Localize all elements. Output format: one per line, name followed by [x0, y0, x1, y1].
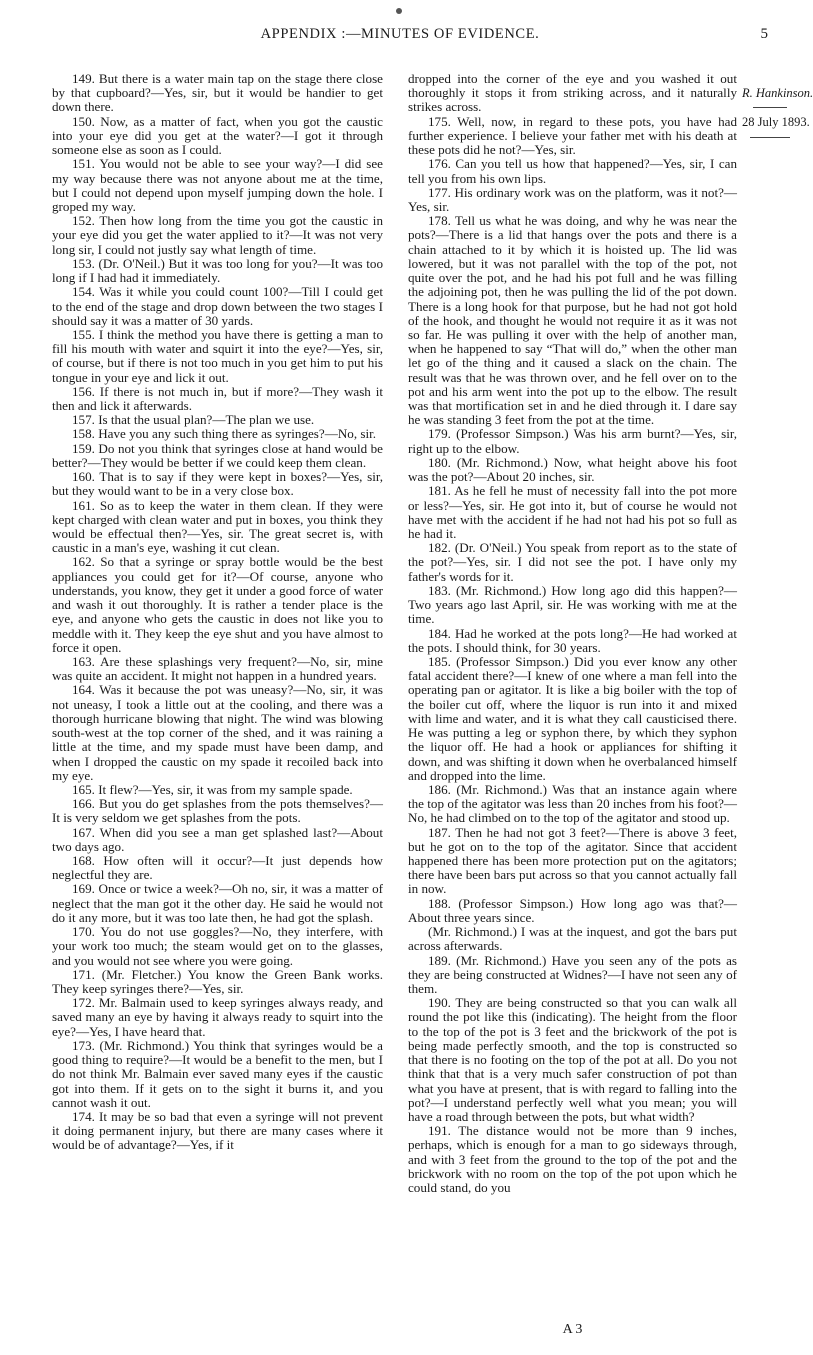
- evidence-paragraph: 160. That is to say if they were kept in boxes?—Yes, sir, but they would want to be in a very close box.: [52, 469, 383, 499]
- evidence-paragraph: 174. It may be so bad that even a syringe will not prevent it doing permanent injury, but there are many cases where it would be of advantage?—Yes, if it: [52, 1108, 383, 1153]
- evidence-paragraph: 169. Once or twice a week?—Oh no, sir, it was a matter of neglect that the man got it the other day. He said he would not do it any more, but it was too late then, he had got the splash.: [52, 881, 383, 925]
- evidence-paragraph: 175. Well, now, in regard to these pots, you have had further experience. I believe your father met with his death at these pots did he not?—Yes, sir.: [408, 113, 737, 158]
- evidence-paragraph: 154. Was it while you could count 100?—Till I could get to the end of the stage and drop down between the two stages I should say it was a matter of 30 yards.: [52, 284, 383, 328]
- evidence-paragraph: 158. Have you any such thing there as syringes?—No, sir.: [72, 426, 377, 442]
- running-title: APPENDIX :—MINUTES OF EVIDENCE.: [260, 26, 540, 42]
- evidence-paragraph: 164. Was it because the pot was uneasy?—No, sir, it was not uneasy, I took a little out at the cooling, and there was a thorough hurricane blowing that night. The wind was blowing south-west at the top corner of the shed, and it was raining a little at the time, and my spade must have been damp, and when I dropped the caustic on my spade it recoiled back into my eye.: [52, 682, 383, 783]
- evidence-paragraph: 176. Can you tell us how that happened?—Yes, sir, I can tell you from his own lips.: [408, 156, 737, 186]
- evidence-paragraph: 179. (Professor Simpson.) Was his arm burnt?—Yes, sir, right up to the elbow.: [408, 426, 737, 456]
- signature-mark: A 3: [562, 1322, 583, 1337]
- evidence-paragraph: 186. (Mr. Richmond.) Was that an instance again where the top of the agitator was less than 20 inches from his foot?—No, he had climbed on to the top of the agitator and stood up.: [408, 781, 737, 826]
- evidence-paragraph: 190. They are being constructed so that you can walk all round the pot like this (indicating). The height from the floor to the top of the pot is 3 feet and the brickwork of the pot is being made perfectly smooth, and the top is constructed so that there is no footing on the top of the pot at all. Do you not think that that is a very much safer construction of pot than what you have at present, that is with regard to falling into the pot?—I understand perfectly well what you mean; you will have a road through between the pots, but what width?: [408, 995, 737, 1124]
- evidence-paragraph: 183. (Mr. Richmond.) How long ago did this happen?—Two years ago last April, sir. He was working with me at the time.: [408, 582, 737, 627]
- evidence-paragraph: 155. I think the method you have there is getting a man to fill his mouth with water and squirt it into the eye?—Yes, sir, of course, but if there is not too much in you get him to put his tongue in your eye and lick it out.: [52, 326, 383, 385]
- evidence-paragraph: 168. How often will it occur?—It just depends how neglectful they are.: [52, 853, 383, 883]
- evidence-paragraph: 185. (Professor Simpson.) Did you ever know any other fatal accident there?—I knew of one where a man fell into the operating pan or agitator. It is like a big boiler with the top of the boiler cut off, where the liquor is run into it and mixed with lime and water, and it is what they call causticised there. He was putting a leg or syphon there, by which they syphon the liquor off. He had a hook or appliances for shifting it down, and was shifting it down when he overbalanced himself and dropped into the lime.: [408, 653, 737, 783]
- evidence-paragraph: 151. You would not be able to see your way?—I did see my way because there was not anyone about me at the time, but I could not depend upon myself jumping down the hole. I groped my way.: [52, 156, 383, 214]
- evidence-paragraph: 182. (Dr. O'Neil.) You speak from report as to the state of the pot?—Yes, sir. I did not see the pot. I have only my father's words for it.: [408, 540, 737, 584]
- evidence-paragraph: 178. Tell us what he was doing, and why he was near the pots?—There is a lid that hangs over the pots and there is a chain attached to it by which it is hoisted up. The lid was lowered, but it was not parallel with the top of the pot, not quite over the pot, and he had his pot full and he was filling the adjoining pot, then he was pulling the lid of the pot down. There is a long hook for that purpose, but he had not got hold of the hook, and thought he would not require it as it was not so far. He was pulling it over with the help of another man, when he happened to say “That will do,” when the other man let go of the thing and it caused a slack on the chain. The result was that he was thrown over, and he fell over on to the pot and his arm went into the pot up to the elbow. The result was that mortification set in and he died through it. I dare say he was standing 3 feet from the pot at the time.: [408, 213, 737, 428]
- evidence-paragraph: 171. (Mr. Fletcher.) You know the Green Bank works. They keep syringes there?—Yes, sir.: [52, 966, 383, 996]
- evidence-paragraph: 191. The distance would not be more than 9 inches, perhaps, which is enough for a man to go sideways through, and with 3 feet from the ground to the top of the pot and the brickwork with no room on the top of the pot upon which he could stand, do you: [408, 1123, 737, 1196]
- evidence-paragraph: 189. (Mr. Richmond.) Have you seen any of the pots as they are being constructed at Widnes?—I have not seen any of them.: [408, 952, 737, 996]
- margin-rule: [750, 137, 790, 138]
- evidence-paragraph: 153. (Dr. O'Neil.) But it was too long for you?—It was too long if I had had it immediately.: [52, 255, 383, 286]
- evidence-paragraph: 184. Had he worked at the pots long?—He had worked at the pots. I should think, for 30 years.: [408, 625, 737, 655]
- evidence-paragraph: 177. His ordinary work was on the platform, was it not?—Yes, sir.: [408, 184, 737, 214]
- page-number: 5: [760, 26, 768, 42]
- witness-name: R. Hankinson.: [742, 86, 813, 100]
- evidence-paragraph: 156. If there is not much in, but if more?—They wash it then and lick it afterwards.: [52, 383, 383, 414]
- evidence-paragraph: 161. So as to keep the water in them clean. If they were kept charged with clean water and put in boxes, you think they would be effectual then?—Yes, sir. The great secret is, with caustic in a man's eye, washing it cut clean.: [52, 497, 383, 556]
- evidence-paragraph: dropped into the corner of the eye and you washed it out thoroughly it stops it from striking across, and it naturally strikes across.: [408, 71, 737, 115]
- evidence-paragraph: 157. Is that the usual plan?—The plan we use.: [72, 412, 315, 428]
- evidence-paragraph: 172. Mr. Balmain used to keep syringes always ready, and saved many an eye by having it always ready to squirt into the eye?—Yes, I have heard that.: [52, 995, 383, 1039]
- right-column: [408, 72, 737, 1195]
- evidence-paragraph: 188. (Professor Simpson.) How long ago was that?—About three years since.: [408, 895, 737, 925]
- evidence-paragraph: 163. Are these splashings very frequent?—No, sir, mine was quite an accident. It might not happen in a hundred years.: [52, 653, 383, 684]
- margin-note: [742, 86, 813, 138]
- margin-rule: [753, 107, 787, 108]
- evidence-paragraph: 162. So that a syringe or spray bottle would be the best appliances you could get for it?—Of course, anyone who understands, you know, they get it under a good force of water and wash it out thoroughly. It is rather a tender place is the eye, and anyone who gets the caustic in does not like you to meddle with it. They keep the eye shut and you have almost to force it open.: [52, 554, 383, 655]
- ink-speck: [396, 8, 402, 14]
- evidence-paragraph: 150. Now, as a matter of fact, when you got the caustic into your eye did you get at the water?—I got it through someone else as soon as I could.: [52, 113, 383, 158]
- evidence-paragraph: 170. You do not use goggles?—No, they interfere, with your work too much; the steam would get on to the glasses, and you would not see where you were going.: [52, 924, 383, 968]
- left-column: [52, 72, 383, 1153]
- evidence-paragraph: (Mr. Richmond.) I was at the inquest, and got the bars put across afterwards.: [408, 924, 737, 954]
- evidence-date: 28 July 1893.: [742, 115, 810, 129]
- evidence-paragraph: 173. (Mr. Richmond.) You think that syringes would be a good thing to require?—It would be a benefit to the men, but I do not think Mr. Balmain ever saved many eyes if the caustic got into them. If it gets on to the sight it burns it, and you cannot wash it out.: [52, 1037, 383, 1110]
- evidence-paragraph: 187. Then he had not got 3 feet?—There is above 3 feet, but he got on to the top of the agitator. Since that accident happened there has been more protection put on the agitators; there have been bars put across so that you cannot actually fall in now.: [408, 824, 737, 897]
- evidence-paragraph: 166. But you do get splashes from the pots themselves?—It is very seldom we get splashes from the pots.: [52, 796, 383, 826]
- evidence-paragraph: 167. When did you see a man get splashed last?—About two days ago.: [52, 824, 383, 854]
- evidence-paragraph: 181. As he fell he must of necessity fall into the pot more or less?—Yes, sir. He got into it, but of course he would not have met with the accident if he had not had his pot so full as he had it.: [408, 483, 737, 541]
- evidence-paragraph: 159. Do not you think that syringes close at hand would be better?—They would be better if we could keep them clean.: [52, 440, 383, 470]
- evidence-paragraph: 152. Then how long from the time you got the caustic in your eye did you get the water applied to it?—It was not very long sir, I could not justly say what length of time.: [52, 213, 383, 257]
- evidence-paragraph: 165. It flew?—Yes, sir, it was from my sample spade.: [72, 781, 353, 797]
- page-header: [0, 26, 800, 48]
- evidence-paragraph: 180. (Mr. Richmond.) Now, what height above his foot was the pot?—About 20 inches, sir.: [408, 454, 737, 485]
- evidence-paragraph: 149. But there is a water main tap on the stage there close by that cupboard?—Yes, sir, but it would be handier to get down there.: [52, 71, 383, 115]
